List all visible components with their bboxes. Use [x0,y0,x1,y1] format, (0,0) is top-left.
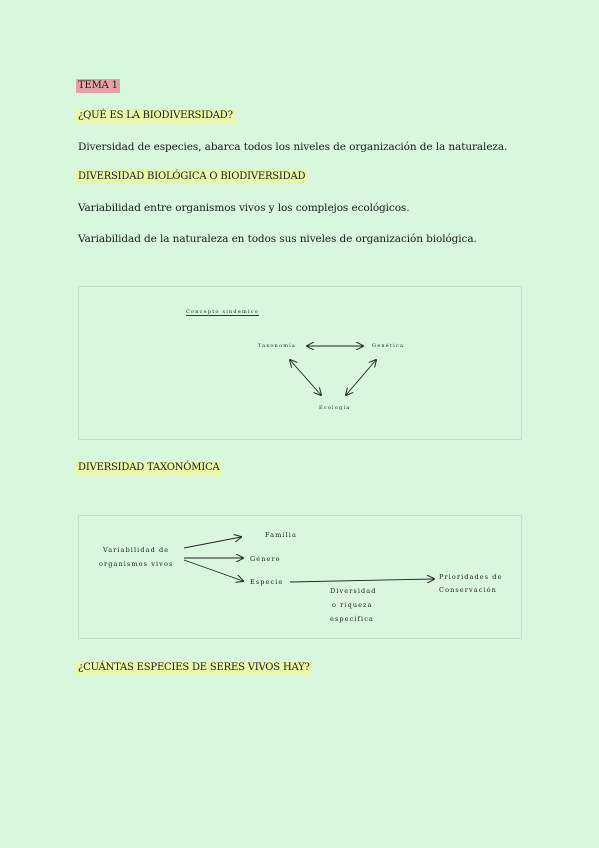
diagram2-middle-line1: Diversidad [330,587,377,595]
paragraph-variabilidad-2: Variabilidad de la naturaleza en todos sus niveles de organización biológica. [78,233,477,245]
diagram2-source-line2: organismos vivos [99,560,174,568]
heading-cuantas-especies: ¿CUÁNTAS ESPECIES DE SERES VIVOS HAY? [78,662,310,673]
diagram2-target-line2: Conservación [439,586,497,594]
diagram2-especie: Especie [250,578,284,586]
heading-diversidad-taxonomica: DIVERSIDAD TAXONÓMICA [78,462,220,473]
heading-diversidad-biologica: DIVERSIDAD BIOLÓGICA O BIODIVERSIDAD [78,171,306,182]
heading-que-es-biodiversidad: ¿QUÉ ES LA BIODIVERSIDAD? [78,110,233,121]
diagram2-target-line1: Prioridades de [439,573,503,581]
diagram2-familia: Familia [265,531,297,539]
arrow-to-familia [184,537,241,548]
diagram1-title: Concepto sindemico [186,309,259,315]
diagram1-genetica: Genética [372,343,405,349]
diagram1-taxonomia: Taxonomía [258,343,297,349]
paragraph-variabilidad-1: Variabilidad entre organismos vivos y los complejos ecológicos. [78,202,410,214]
diagram2-genero: Género [250,555,281,563]
diagram1-ecologia: Ecología [319,405,351,411]
arrow-to-prioridades [290,579,434,582]
diagram2-middle-line2: o riqueza [332,601,373,609]
arrow-to-especie [184,560,243,581]
heading-tema: TEMA 1 [78,80,118,91]
paragraph-definicion: Diversidad de especies, abarca todos los niveles de organización de la naturaleza. [78,141,508,153]
diagram2-source-line1: Variabilidad de [103,546,170,554]
diagram2-middle-line3: específica [330,615,374,623]
